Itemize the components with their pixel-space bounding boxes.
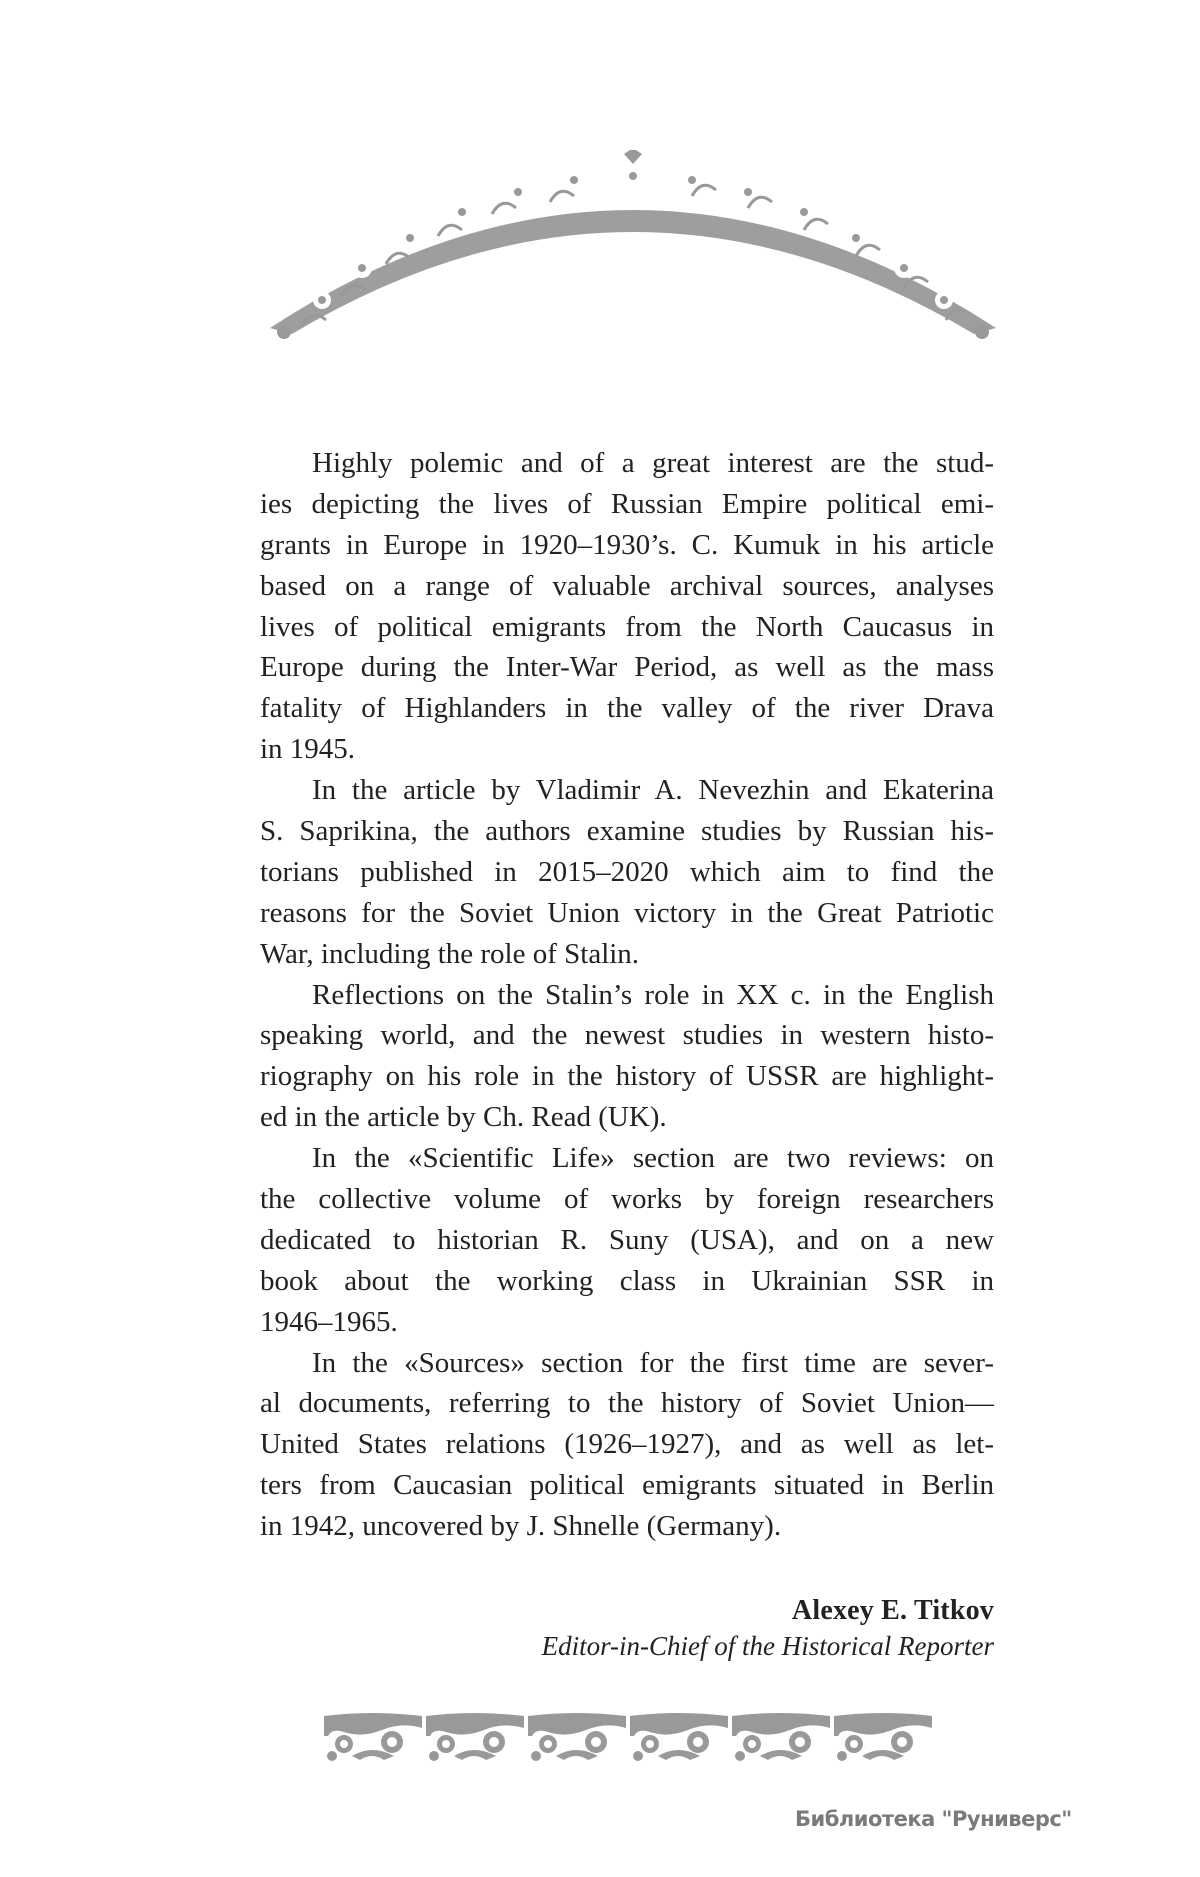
text-line: War, including the role of Stalin. — [260, 937, 640, 970]
paragraph-1 — [260, 443, 994, 770]
text-line: ies depicting the lives of Russian Empire political emi- — [260, 487, 994, 520]
text-line: in 1945. — [260, 733, 356, 766]
text-line: speaking world, and the newest studies in western histo- — [260, 1019, 994, 1052]
text-line: the collective volume of works by foreign researchers — [260, 1183, 994, 1216]
text-line: in 1942, uncovered by J. Shnelle (Germany). — [260, 1510, 782, 1543]
text-line: United States relations (1926–1927), and as well as let- — [260, 1428, 994, 1461]
text-line: Europe during the Inter-War Period, as well as the mass — [260, 651, 994, 684]
arch-band — [270, 210, 996, 334]
text-line: ters from Caucasian political emigrants situated in Berlin — [260, 1469, 994, 1502]
paragraph-3 — [260, 975, 994, 1139]
text-line: al documents, referring to the history of Soviet Union— — [260, 1387, 994, 1420]
text-line: fatality of Highlanders in the valley of the river Drava — [260, 692, 994, 725]
body-text — [260, 443, 994, 1547]
text-line: 1946–1965. — [260, 1305, 398, 1338]
text-line: In the «Sources» section for the first time are sever- — [312, 1346, 994, 1379]
text-line: Highly polemic and of a great interest are the stud- — [312, 447, 994, 479]
text-line: torians published in 2015–2020 which aim to find the — [260, 855, 994, 888]
border-ornament-icon — [322, 1708, 934, 1762]
library-watermark: Библиотека "Руниверс" — [795, 1807, 1072, 1831]
text-line: based on a range of valuable archival sources, analyses — [260, 569, 994, 602]
author-title: Editor-in-Chief of the Historical Reporter — [541, 1631, 994, 1661]
text-line: dedicated to historian R. Suny (USA), and on a new — [260, 1223, 994, 1256]
paragraph-2 — [260, 770, 994, 974]
author-name: Alexey E. Titkov — [791, 1595, 994, 1626]
paragraph-5 — [260, 1343, 994, 1547]
signature-block — [542, 1594, 994, 1664]
text-line: book about the working class in Ukrainian SSR in — [260, 1264, 994, 1297]
text-line: grants in Europe in 1920–1930’s. C. Kumuk in his article — [260, 528, 994, 561]
text-line: S. Saprikina, the authors examine studies by Russian his- — [260, 815, 994, 848]
text-line: In the «Scientific Life» section are two reviews: on — [312, 1142, 994, 1175]
arch-ornament-icon — [262, 150, 1004, 340]
text-line: Reflections on the Stalin’s role in XX c. in the English — [312, 978, 994, 1011]
paragraph-4 — [260, 1138, 994, 1342]
text-line: ed in the article by Ch. Read (UK). — [260, 1101, 667, 1134]
text-line: In the article by Vladimir A. Nevezhin and Ekaterina — [312, 774, 994, 807]
text-line: reasons for the Soviet Union victory in the Great Patriotic — [260, 896, 994, 929]
text-line: lives of political emigrants from the North Caucasus in — [260, 610, 994, 643]
text-line: riography on his role in the history of USSR are highlight- — [260, 1060, 994, 1093]
